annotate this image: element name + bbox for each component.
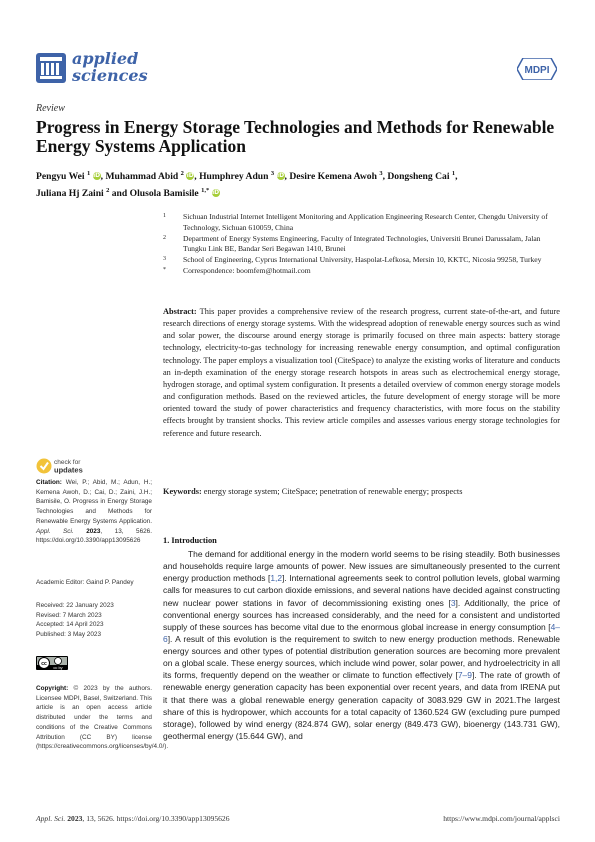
affiliation-item	[163, 234, 558, 255]
affiliation-number: 3	[163, 256, 166, 263]
journal-logo	[36, 50, 186, 90]
applied-sciences-logo-icon	[36, 53, 66, 83]
footer-citation: , 13, 5626. https://doi.org/10.3390/app13095626	[82, 814, 230, 823]
citation-year: 2023	[86, 527, 101, 535]
reference-link[interactable]: 1,2	[270, 573, 283, 584]
footer-year: 2023	[67, 814, 83, 823]
citation-label: Citation:	[36, 479, 62, 486]
footer-journal: Appl. Sci.	[36, 814, 66, 823]
keywords	[163, 486, 560, 498]
affiliation-item	[163, 266, 558, 277]
introduction-text: The demand for additional energy in the modern world seems to be rising steadily. Both businesses and households require large amounts of power. New issues are simultaneously presented to the current energy production methods [1,2]. International agreements seek to control pollution levels, global warming calls for measures to cut carbon dioxide emissions, and several nations have decided against constructing new nuclear power stations in favor of decommissioning existing ones [3]. Additionally, the price of conventional energy sources has increased considerably, and the need for a consistent and undistorted supply of these sources has become vital due to the enormous global increase in energy consumption [4–6]. A result of this evolution is the requirement to switch to new energy production methods. Renewable energy sources and other types of potential distribution generation sources are becoming more prevalent on a global scale. These energy sources, which include wind power, solar power, and hydroelectricity in all its forms, frequently depend on the weather or climate to function effectively [7–9]. The rate of growth of renewable energy generation capacity has been exponential over recent years, and data from IRENA put it that there was a global renewable energy generation capacity of 3083.929 GW in 2021.The largest share of this is hydropower, which accounts for a total capacity of 1360.524 GW (excluding pure pumped storage), followed by wind energy (824.874 GW), solar energy (849.473 GW), bioenergy (143.731 GW), geothermal energy (15.644 GW), and	[163, 549, 560, 741]
check-for-updates-button[interactable]	[36, 456, 96, 476]
affiliation-text: Correspondence: boomfem@hotmail.com	[183, 266, 311, 276]
section-heading-introduction: 1. Introduction	[163, 536, 217, 545]
affiliation-number: 1	[163, 213, 166, 219]
author-list: Pengyu Wei $^1$ iD, Muhammad Abid $^2$ iD, Humphrey Adun $^3$ iD, Desire Kemena Awoh $^3$, Dongsheng Cai $^1$, Juliana Hj Zaini $^2$ and Olusola Bamisile $^{1,*}$ iD	[36, 170, 458, 200]
svg-text:MDPI: MDPI	[524, 65, 550, 76]
journal-name: applied sciences	[72, 49, 148, 85]
affiliation-text: Sichuan Industrial Internet Intelligent Monitoring and Application Engineering Research Center, Chengdu University of Technology, Sichuan 610059, China	[183, 212, 548, 232]
cc-by-badge[interactable]	[36, 656, 68, 670]
date-item: Published: 3 May 2023	[36, 631, 102, 639]
author-name: Desire Kemena Awoh $^3$	[289, 170, 383, 183]
affiliation-item	[163, 212, 558, 233]
citation-block	[36, 478, 152, 546]
orcid-icon[interactable]: iD	[93, 172, 101, 180]
abstract-text: This paper provides a comprehensive review of the research progress, current state-of-the-art, and future research directions of energy storage systems. With the widespread adoption of renewable energy sources such as wind and solar power, the discourse around energy storage is primarily focused on three main aspects: battery storage technology, electricity-to-gas technology for increasing renewable energy consumption, and optimal configuration technology. The paper employs a visualization tool (CiteSpace) to analyze the existing works of literature and conducts an in-depth examination of the energy storage research hotspots in areas such as electrochemical energy storage, hydrogen storage, and optimal system configuration. It presents a detailed overview of common energy storage models and configuration methods. Based on the reviewed articles, the future development of energy storage will be more oriented toward the study of power characteristics and frequency characteristics, with more focus on the stability effects brought by transient shocks. This review article compiles and assesses various energy storage technologies for reference and future research.	[163, 307, 560, 438]
copyright-text: © 2023 by the authors. Licensee MDPI, Basel, Switzerland. This article is an open access article distributed under the terms and conditions of the Creative Commons Attribution (CC BY) license (https://creativecommons.org/licenses/by/4.0/).	[36, 685, 169, 751]
copyright-label: Copyright:	[36, 685, 69, 692]
article-type: Review	[36, 103, 65, 114]
article-title: Progress in Energy Storage Technologies and Methods for Renewable Energy Systems Application	[36, 117, 555, 156]
reference-link[interactable]: 4–6	[163, 621, 560, 644]
author-name: Pengyu Wei $^1$ iD	[36, 170, 101, 183]
svg-text:updates: updates	[54, 465, 83, 475]
abstract	[163, 306, 560, 440]
article-dates	[36, 601, 152, 640]
academic-editor: Academic Editor: Gaind P. Pandey	[36, 579, 134, 586]
keywords-text: energy storage system; CiteSpace; penetration of renewable energy; prospects	[203, 487, 463, 496]
author-name: Olusola Bamisile $^{1,*}$ iD	[129, 187, 220, 200]
citation-text: Wei, P.; Abid, M.; Adun, H.; Kemena Awoh, D.; Cai, D.; Zaini, J.H.; Bamisile, O. Progress in Energy Storage Technologies and Methods for Renewable Energy Systems Application.	[36, 479, 152, 525]
svg-text:cc: cc	[41, 661, 47, 667]
author-name: Juliana Hj Zaini $^2$	[36, 187, 110, 200]
creative-commons-icon	[36, 656, 68, 670]
orcid-icon[interactable]: iD	[212, 189, 220, 197]
page-footer	[36, 814, 560, 823]
footer-journal-url[interactable]: https://www.mdpi.com/journal/applsci	[443, 814, 560, 823]
author-name: Dongsheng Cai $^1$	[387, 170, 456, 183]
orcid-icon[interactable]: iD	[186, 172, 194, 180]
date-item: Received: 22 January 2023	[36, 602, 114, 609]
author-name: Humphrey Adun $^3$ iD	[199, 170, 285, 183]
orcid-icon[interactable]: iD	[277, 172, 285, 180]
date-item: Revised: 7 March 2023	[36, 611, 102, 619]
check-updates-icon	[37, 459, 52, 474]
affiliation-number: *	[163, 267, 166, 274]
reference-link[interactable]: 7–9	[457, 670, 472, 681]
reference-link[interactable]: 3	[450, 597, 456, 608]
citation-doi-link[interactable]: https://doi.org/10.3390/app13095626	[36, 537, 141, 545]
copyright-block	[36, 684, 169, 752]
citation-journal: Appl. Sci.	[36, 527, 74, 535]
affiliation-text: School of Engineering, Cyprus International University, Haspolat-Lefkosa, Mersin 10, KKTC, Nicosia 99258, Turkey	[183, 255, 542, 265]
keywords-label: Keywords:	[163, 487, 202, 496]
date-item: Accepted: 14 April 2023	[36, 621, 104, 629]
svg-text:cc by: cc by	[53, 665, 63, 670]
affiliations	[163, 212, 558, 278]
affiliation-item	[163, 255, 558, 266]
affiliation-text: Department of Energy Systems Engineering, Faculty of Integrated Technologies, Universiti Brunei Darussalam, Jalan Tungku Link BE, Bandar Seri Begawan 1410, Brunei	[183, 233, 541, 254]
affiliation-number: 2	[163, 234, 166, 241]
abstract-label: Abstract:	[163, 307, 197, 316]
citation-volume: , 13, 5626.	[100, 527, 153, 535]
author-name: Muhammad Abid $^2$ iD	[105, 170, 194, 183]
svg-text:check for: check for	[54, 459, 81, 466]
mdpi-logo	[517, 58, 557, 80]
mdpi-logo-icon	[517, 58, 557, 80]
